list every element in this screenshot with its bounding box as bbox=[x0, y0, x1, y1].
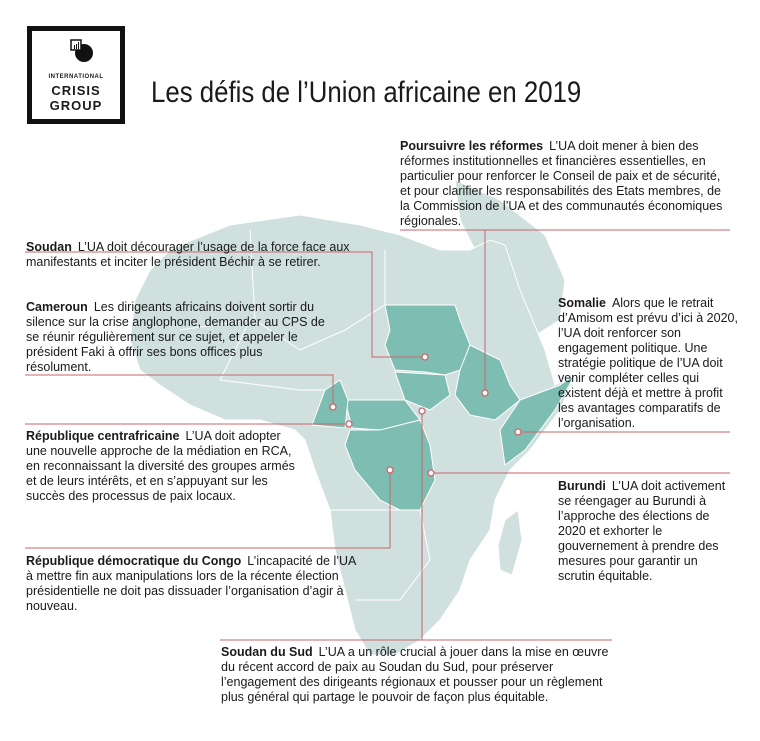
note-soudan: Soudan L’UA doit décourager l’usage de la force face aux manifestants et inciter le président Béchir à se retirer. bbox=[26, 240, 350, 269]
note-burundi: Burundi L’UA doit activement se réengager au Burundi à l’approche des élections de 2020 et exhorter le gouvernement à prendre des mesures pour garantir un scrutin équitable. bbox=[558, 479, 726, 583]
page-title: Les défis de l’Union africaine en 2019 bbox=[151, 76, 582, 109]
logo-line3: GROUP bbox=[49, 98, 103, 113]
logo-icon bbox=[70, 39, 94, 63]
sudan-region bbox=[385, 305, 470, 375]
note-rdc: République démocratique du Congo L’incapacité de l’UA à mettre fin aux manipulations lors de la récente élection présidentielle ne doit pas dissuader l’organisation d’agir à nouveau. bbox=[26, 554, 356, 613]
note-soudan-sud: Soudan du Sud L’UA a un rôle crucial à jouer dans la mise en œuvre du récent accord de paix au Soudan du Sud, pour préserver l’engagement des dirigeants régionaux et pousser pour un règlement plus général qui partage le pouvoir de façon plus équitable. bbox=[221, 645, 609, 704]
crisis-group-logo bbox=[27, 26, 125, 124]
marker-somalie bbox=[515, 429, 521, 435]
note-rca: République centrafricaine L’UA doit adopter une nouvelle approche de la médiation en RCA, en reconnaissant la diversité des groupes armés et de leurs intérêts, et en s’appuyant sur les succès des processus de paix locaux. bbox=[26, 429, 295, 503]
logo-line1: INTERNATIONAL bbox=[48, 74, 104, 80]
marker-soudan bbox=[422, 354, 428, 360]
note-somalie: Somalie Alors que le retrait d’Amisom est prévu d’ici à 2020, l’UA doit renforcer son engagement politique. Une stratégie politique de l’UA doit venir compléter celles qui existent déjà et mettre à profit les avantages comparatifs de l’organisation. bbox=[558, 296, 738, 430]
marker-rdc bbox=[387, 467, 393, 473]
marker-soudan-sud bbox=[419, 408, 425, 414]
note-reformes: Poursuivre les réformes L’UA doit mener à bien des réformes institutionnelles et financières essentielles, en particulier pour renforcer le Conseil de paix et de sécurité, et pour clarifier les responsabilités des Etats membres, de la Commission de l’UA et des communautés économiques régionales. bbox=[400, 139, 723, 228]
logo-line2: CRISIS bbox=[51, 83, 101, 98]
marker-ethiopia bbox=[482, 390, 488, 396]
madagascar bbox=[498, 510, 522, 575]
note-cameroun: Cameroun Les dirigeants africains doivent sortir du silence sur la crise anglophone, demander au CPS de se réunir régulièrement sur ce sujet, et appeler le président Faki à offrir ses bons offices plus résolument. bbox=[26, 300, 325, 374]
marker-rca bbox=[346, 421, 352, 427]
marker-cameroun bbox=[330, 404, 336, 410]
marker-burundi bbox=[428, 470, 434, 476]
